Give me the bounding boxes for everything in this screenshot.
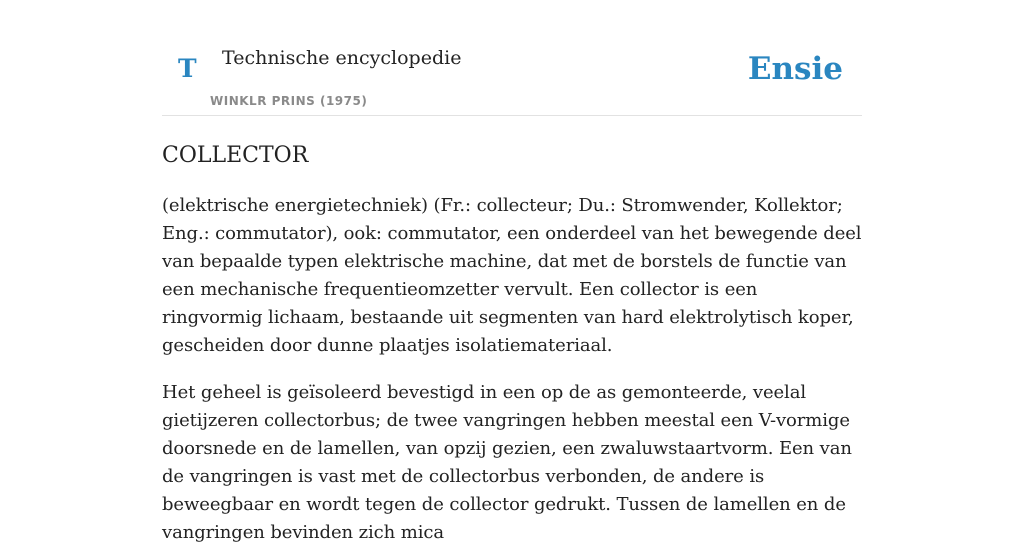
site-header (162, 0, 862, 116)
category-logo-icon[interactable]: T (178, 54, 197, 83)
entry-content (162, 142, 862, 547)
entry-paragraph: (elektrische energietechniek) (Fr.: collecteur; Du.: Stromwender, Kollektor; Eng.: commutator), ook: commutator, een onderdeel van het bewegende deel van bepaalde typen elektrische machine, dat met de borstels de functie van een mechanische frequentieomzetter vervult. Een collector is een ringvormig lichaam, bestaande uit segmenten van hard elektrolytisch koper, gescheiden door dunne plaatjes isolatiemateriaal. (162, 195, 862, 356)
encyclopedia-title[interactable]: Technische encyclopedie (222, 47, 462, 69)
entry-title: COLLECTOR (162, 143, 309, 168)
entry-paragraph: Het geheel is geïsoleerd bevestigd in een op de as gemonteerde, veelal gietijzeren collectorbus; de twee vangringen hebben meestal een V-vormige doorsnede en de lamellen, van opzij gezien, een zwaluwstaartvorm. Een van de vangringen is vast met de collectorbus verbonden, de andere is beweegbaar en wordt tegen de collector gedrukt. Tussen de lamellen en de vangringen bevinden zich mica (162, 382, 852, 543)
source-label: WINKLR PRINS (1975) (210, 94, 368, 108)
brand-logo-link[interactable]: Ensie (747, 51, 843, 87)
page (162, 0, 862, 547)
